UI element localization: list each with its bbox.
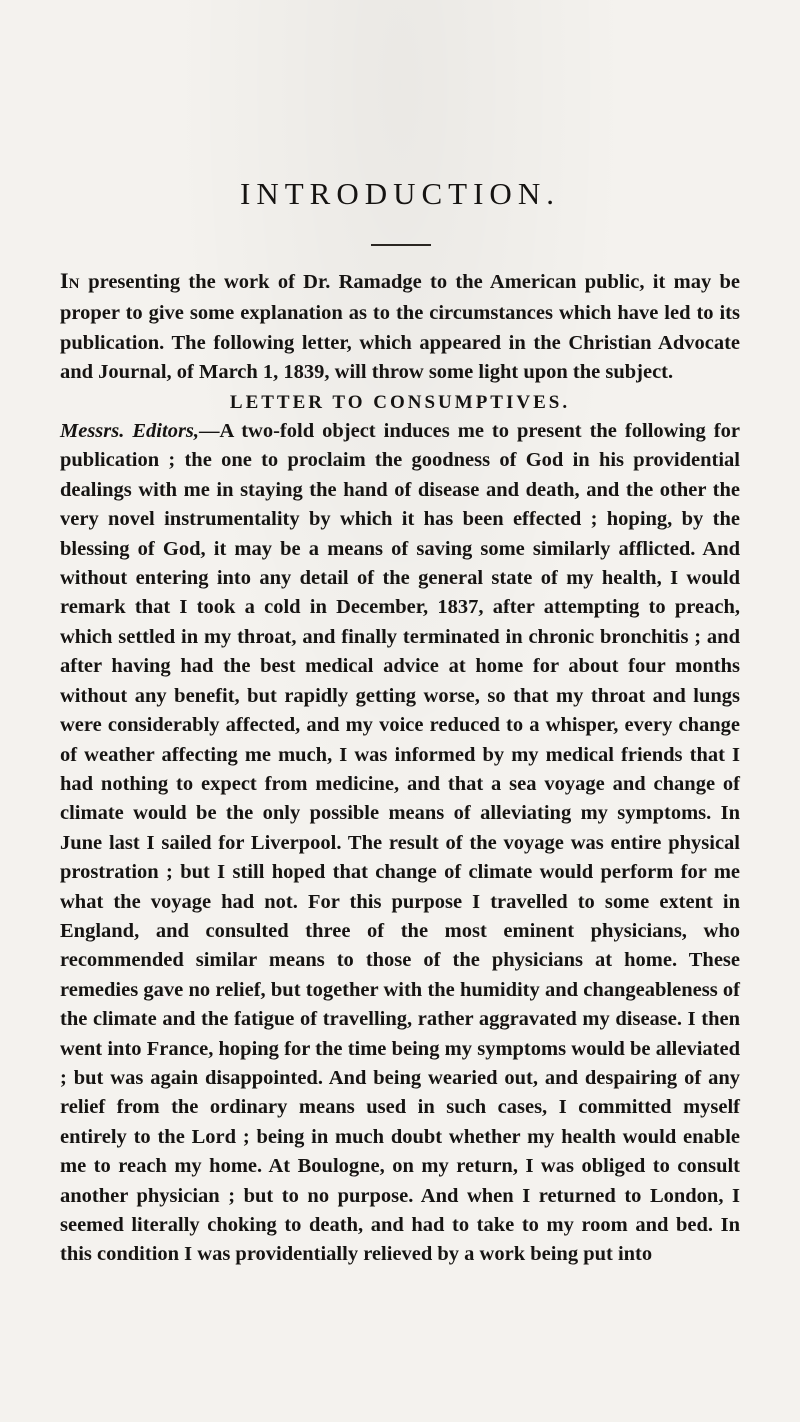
intro-initial-rest: N — [68, 276, 80, 292]
title-rule — [371, 244, 431, 246]
letter-salutation: Messrs. Editors, — [60, 420, 200, 443]
intro-text: presenting the work of Dr. Ramadge to the American public, it may be proper to give some explanation as to the circumstances which have led to its publication. The following letter, which appeared in the Christian Advocate and Journal, of March 1, 1839, will throw some light upon the subject. — [60, 271, 740, 384]
intro-initial: I — [60, 268, 69, 293]
body-text — [60, 266, 740, 1270]
letter-heading: LETTER TO CONSUMPTIVES. — [229, 391, 571, 413]
intro-paragraph — [60, 266, 740, 388]
letter-body: —A two-fold object induces me to present the following for publication ; the one to proclaim the goodness of God in his providential dealings with me in staying the hand of disease and death, and the other the very novel instrumentality by which it has been effected ; hoping, by the blessing of God, it may be a means of saving some similarly afflicted. And without entering into any detail of the general state of my health, I would remark that I took a cold in December, 1837, after attempting to preach, which settled in my throat, and finally terminated in chronic bronchitis ; and after having had the best medical advice at home for about four months without any benefit, but rapidly getting worse, so that my throat and lungs were considerably affected, and my voice reduced to a whisper, every change of weather affecting me much, I was informed by my medical friends that I had nothing to expect from medicine, and that a sea voyage and change of climate would be the only possible means of alleviating my symptoms. In June last I sailed for Liverpool. The result of the voyage was entire physical prostration ; but I still hoped that change of climate would perform for me what the voyage had not. For this purpose I travelled to some extent in England, and consulted three of the most eminent physicians, who recommended similar means to those of the physicians at home. These remedies gave no relief, but together with the humidity and changeableness of the climate and the fatigue of travelling, rather aggravated my disease. I then went into France, hoping for the time being my symptoms would be alleviated ; but was again disappointed. And being wearied out, and despairing of any relief from the ordinary means used in such cases, I committed myself entirely to the Lord ; being in much doubt whether my health would enable me to reach my home. At Boulogne, on my return, I was obliged to consult another physician ; but to no purpose. And when I returned to London, I seemed literally choking to death, and had to take to my room and bed. In this condition I was providentially relieved by a work being put into — [60, 420, 740, 1266]
page-title: INTRODUCTION. — [240, 176, 560, 211]
letter-paragraph — [60, 417, 740, 1270]
